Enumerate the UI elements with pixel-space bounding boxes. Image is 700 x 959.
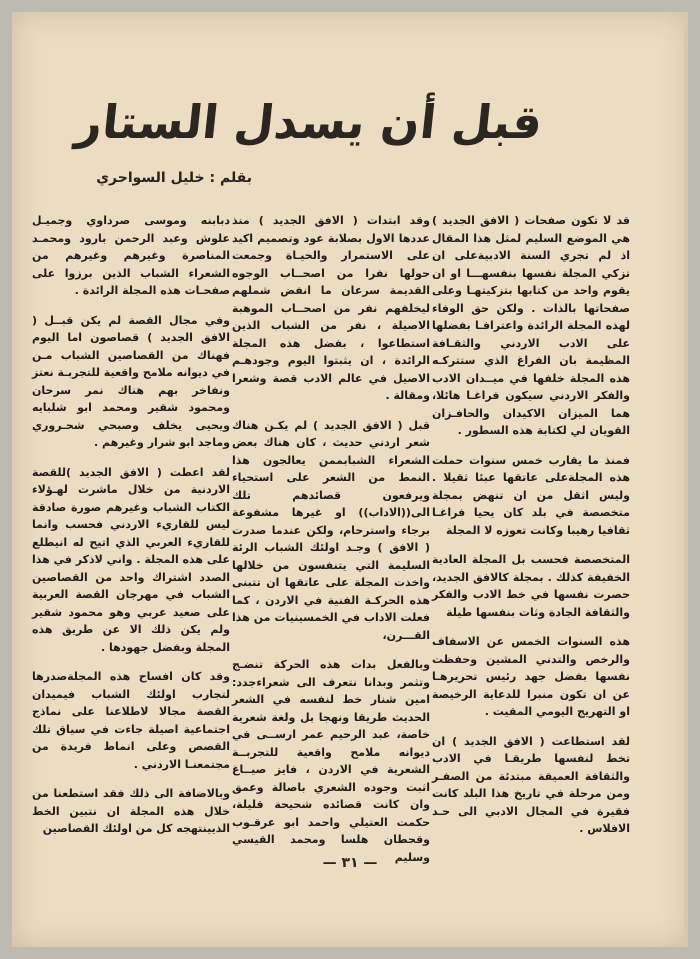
paragraph: وبالاضافة الى ذلك فقد استطعنا من خلال هذه المجلة ان نتبين الخط الذيينتهجه كل من اولئك القصاصين [32, 787, 230, 835]
article-title: قبل أن يسدل الستار [73, 95, 545, 149]
paragraph: فمنذ ما يقارب خمس سنوات حملت هذه المجلةعلى عاتقها عبئا ثقيلا . وليس اثقل من ان تنهض بمجلة متخصصة في بلد كان يحيا فراغـا ثقافيا رهيبا وكانت تعوزه لا المجلة [432, 453, 630, 537]
text-column-middle [232, 212, 430, 878]
newspaper-page [12, 12, 688, 947]
paragraph: وفي مجال القصة لم يكن قبــل ( الافق الجديد ) قصاصون اما اليوم فهناك من القصاصين الشباب مـن في ديوانه ملامح واقعية للتجربـة نعتز ونفاخر بهم هناك نمر سرحان ومحمود شقير ومحمد ابو شلبايه ويحيى يخلف وصبحي شحـروري وماجد ابو شرار وغيرهم . [32, 313, 230, 449]
paragraph: لقد اعطت ( الافق الجديد )للقصة الاردنية من خلال ماشرت لهـؤلاء الكتاب الشباب وغيرهم صورة صادقة ليس للقاريء الاردني فحسب وانما للقاريء العربي الذي اتيح له انيطلع على هذه المجلة . واني لاذكر في هذا الصدد اشتراك واحد من القصاصين الشباب في مهرجان القصة العربية على صعيد عربي وهو محمود شقير ولم يكن ذلك الا عن طريق هذه المجلة وبفضل جهودها . [32, 465, 230, 654]
paragraph: لقد استطاعت ( الافق الجديد ) ان تخط لنفسها طريقـا في الادب والثقافة العميقة مبتدئة من الصفـر ومن مرحلة في تاريخ هذا البلد كانت فقيرة في المجال الادبي الى حـد الافلاس . [432, 734, 630, 835]
text-column-right [432, 212, 630, 850]
page-number: — ٣١ — [322, 855, 378, 871]
paragraph: المتخصصة فحسب بل المجلة العادية الخفيفة كذلك . بمجلة كالافق الجديد، حصرت نفسها في خط الادب والفكر والثقافة الجادة وثات بنفسها طيلة [432, 553, 630, 619]
text-column-left [32, 212, 230, 850]
paragraph: دبابنه وموسى صرداوي وجميـل علوش وعبد الرحمن بارود ومحمـد المناصرة وغيرهم وغيرهم من الشعراء الشباب الذين برزوا على صفحـات هذه المجلة الرائدة . [32, 214, 230, 297]
page-edge [684, 12, 688, 947]
article-byline: بقلم : خليل السواحري [96, 170, 252, 186]
paragraph: وقد كان افساح هذه المجلةصدرها لتجارب اولئك الشباب فيميدان القصة مجالا لاطلاعنا على نماذج اجتماعية اصيلة جاءت في سياق تلك القصص وعلى انماط فريدة من مجتمعنـا الاردني . [32, 670, 230, 771]
paragraph: هذه السنوات الخمس عن الاسفاف والرخص والتدني المشين وحفظت نفسها بفضل جهد رئيس تحريرهـا عن ان تكون منبرا للدعاية الرخيصة او التهريج اليومي المقيت . [432, 635, 630, 718]
paragraph: وبالفعل بدات هذه الحركة تنضـج وتثمر وبدانا نتعرف الى شعراءجدد: امين شنار خط لنفسه في الشعر الحديث طريقا ونهجا بل ولغة شعرية خاصة، عبد الرحيم عمر ارســى في ديوانه ملامح واقعية للتجربــة الشعرية في الاردن ، فايز صيــاغ اثبت وجوده الشعري باصالة وعمق وان كانت قصائده شحيحة قليلة، حكمت العتيلي واحمد ابو عرقـوب وقحطان هلسا ومحمد القيسي وسليم [232, 658, 430, 864]
paragraph: قبل ( الافق الجديد ) لم يكـن هناك شعر اردني حديث ، كان هناك بعض الشعراء الشبابممن يعالجون هذا النمط من الشعر على استحياء ويرفعون قصائدهم تلك الى((الاداب)) او غيرها مشفوعة برجاء واسترحام، ولكن عندما صدرت ( الافق ) وجـد اولئك الشباب الرئة السليمة التي يتنفسون من خلالها واخذت المجلة على عاتقها ان تتبنى هذه الحركـة الفنية في الاردن ، كما فعلت الاداب في الخمسينيات من هذا القـــرن، [232, 418, 430, 642]
paragraph: قد لا تكون صفحات ( الافق الجديد ) هي الموضع السليم لمثل هذا المقال اذ لم تجري السنة الادبيةعلى ان تزكي المجلة نفسها بنفسهـــا او ان يقوم واحد من كتابها بتزكيتهـا وعلى صفحاتها بالذات . ولكن حق الوفاء لهذه المجلة الرائدة واعترافـا بفضلها على الادب الاردني والثقـافة المظيمة بان الفراغ الذي ستتركـه هذه المجلة خلفها في ميــدان الادب والفكر الاردني سيكون فراغـا هائلا، هما الميزان الاكيدان والحافـزان القويان لي لكتابة هذه السطور . [432, 214, 630, 437]
paragraph: وقد ابتدات ( الافق الجديد ) منذ عددها الاول بصلابة عود وتصميم اكيد على الاستمرار والحيـاة وجمعت حولها نفرا من اصحــاب الوجوه القديمة سرعان ما انفض شملهم ليخلفهم نفر من اصحــاب الموهبة الاصيلة ، نفر من الشباب الذين استطاعوا ، بفضل هذه المجلة الرائدة ، ان يثبتوا اليوم وجودهـم الاصيل في عالم الادب قصة وشعرا ومقالة . [232, 214, 430, 402]
